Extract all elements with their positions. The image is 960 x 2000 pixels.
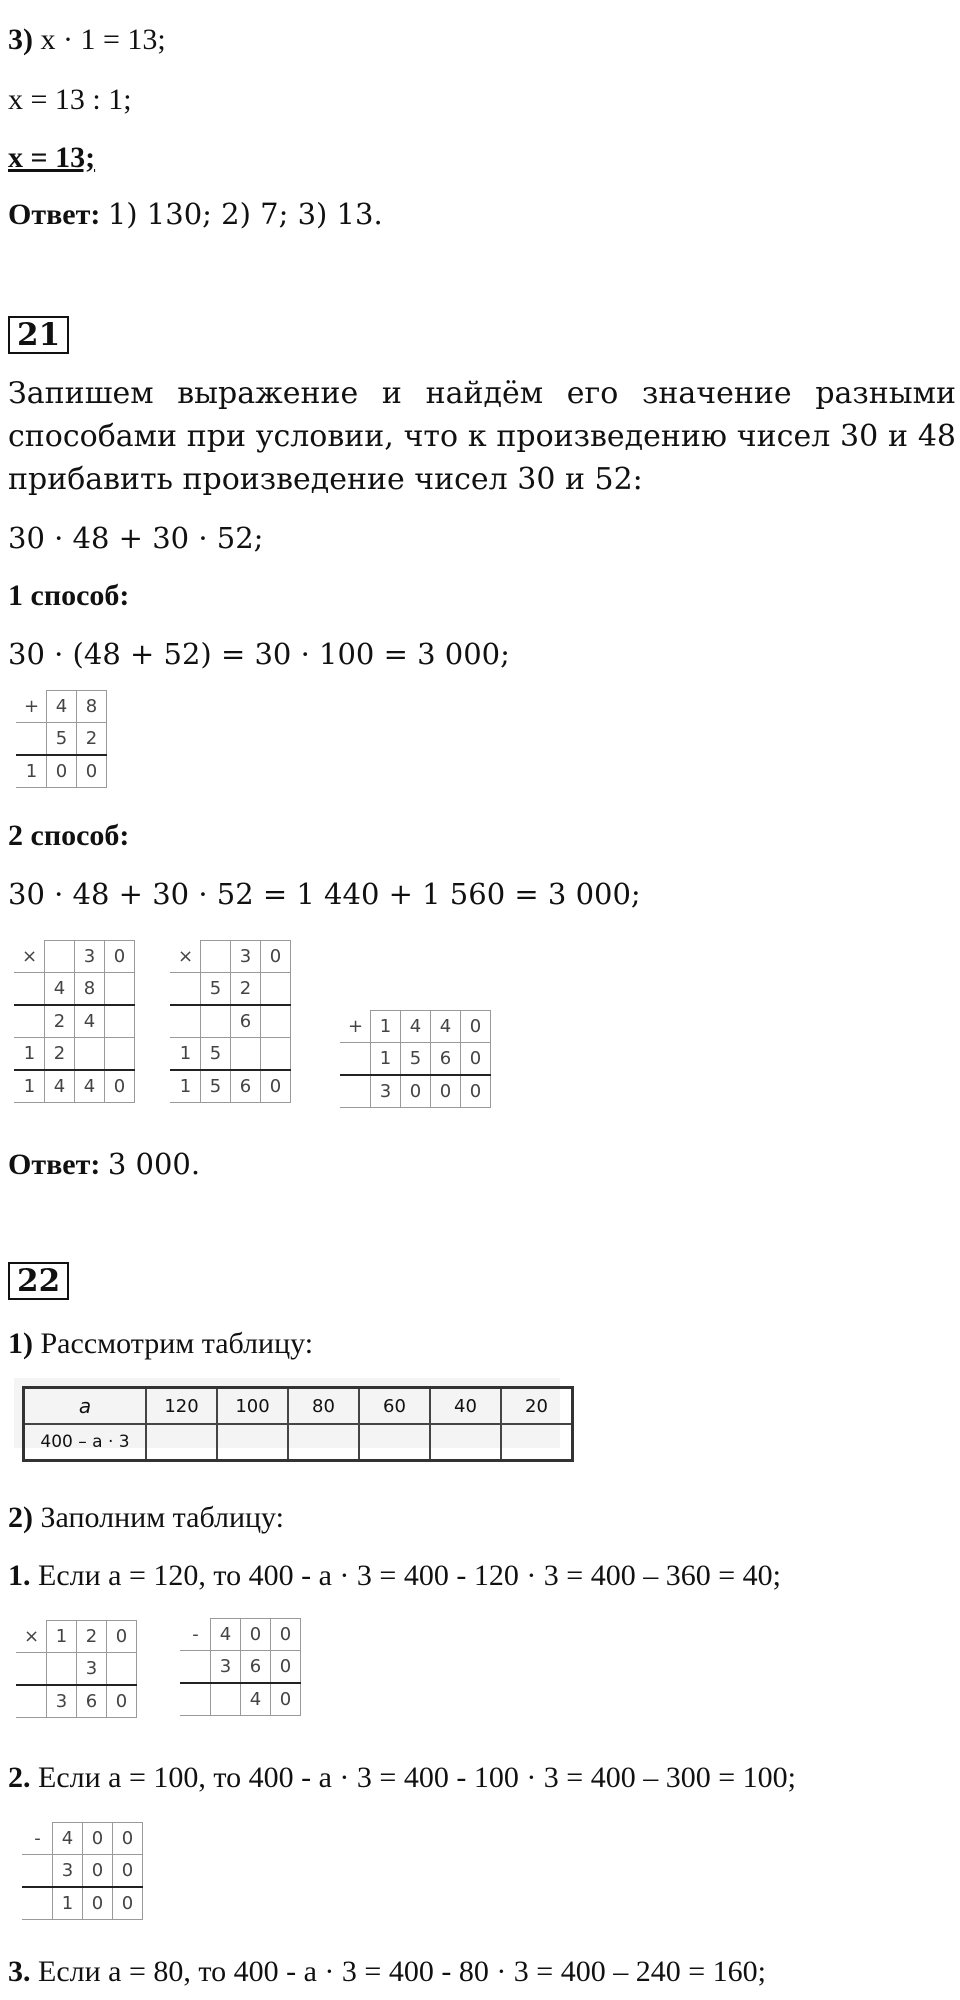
calc-digit: 5 <box>201 1070 231 1103</box>
answer-label: Ответ: <box>8 1148 101 1181</box>
calc-row <box>181 1619 301 1651</box>
calc-digit: 0 <box>113 1887 143 1920</box>
table-empty-cell <box>430 1424 501 1461</box>
calc-digit <box>201 1005 231 1038</box>
prev-part3-line <box>8 22 166 58</box>
table-row-label: 400 – a · 3 <box>24 1424 147 1461</box>
calc-digit: 4 <box>45 1070 75 1103</box>
calc-digit: 6 <box>77 1685 107 1718</box>
calc-digit: 2 <box>77 723 107 756</box>
calc-row <box>171 1005 291 1038</box>
calc-digit: 3 <box>77 1653 107 1686</box>
calc-operator: × <box>171 941 201 973</box>
calc-digit: 4 <box>75 1070 105 1103</box>
calc-digit <box>261 973 291 1006</box>
column-multiplication-120-3 <box>16 1620 137 1718</box>
calc-digit: 1 <box>371 1011 401 1043</box>
calc-digit: 2 <box>45 1005 75 1038</box>
task21-answer-line <box>8 1146 200 1183</box>
table-value-cell: 100 <box>217 1388 288 1425</box>
method2-label <box>8 818 129 854</box>
calc-operator: × <box>17 1621 47 1653</box>
step1-label: 1) <box>8 1327 33 1360</box>
calc-digit: 2 <box>231 973 261 1006</box>
calc-operator: + <box>17 691 47 723</box>
calc-row <box>17 1621 137 1653</box>
calc-row <box>171 1070 291 1103</box>
equation-line: x = 13 : 1; <box>8 83 132 116</box>
calc-digit: 4 <box>211 1619 241 1651</box>
calc-row <box>15 1070 135 1103</box>
part-label: 3) <box>8 23 33 56</box>
calc-row <box>17 723 107 756</box>
calc-operator: - <box>23 1823 53 1855</box>
calc-digit <box>45 941 75 973</box>
calc-row <box>17 691 107 723</box>
calc-digit <box>171 973 201 1006</box>
calc-digit: 0 <box>105 941 135 973</box>
calc-digit <box>181 1683 211 1716</box>
calc-digit: 1 <box>171 1070 201 1103</box>
calc-digit: 1 <box>53 1887 83 1920</box>
calc-digit: 0 <box>47 755 77 788</box>
item1-label: 1. <box>8 1559 31 1592</box>
method1-label-text: 1 способ: <box>8 579 130 612</box>
calc-digit: 5 <box>201 973 231 1006</box>
step2-line <box>8 1500 284 1536</box>
calc-digit <box>105 973 135 1006</box>
item3-line <box>8 1954 766 1990</box>
table-empty-cell <box>146 1424 217 1461</box>
calc-digit: 2 <box>77 1621 107 1653</box>
task-number-22: 22 <box>8 1262 69 1300</box>
calc-row <box>17 755 107 788</box>
item3-text: Если a = 80, то 400 - a · 3 = 400 - 80 · 3 = 400 – 240 = 160; <box>38 1955 766 1988</box>
calc-digit: 3 <box>47 1685 77 1718</box>
calc-digit: 6 <box>241 1651 271 1684</box>
column-subtraction-400-300 <box>22 1822 143 1920</box>
calc-digit: 1 <box>171 1038 201 1071</box>
calc-digit: 1 <box>17 755 47 788</box>
calc-digit: 4 <box>431 1011 461 1043</box>
calc-digit <box>75 1038 105 1071</box>
calc-digit: 0 <box>271 1683 301 1716</box>
calc-row <box>17 1685 137 1718</box>
calc-digit: 1 <box>15 1038 45 1071</box>
calc-row <box>171 1038 291 1071</box>
calc-digit <box>107 1653 137 1686</box>
method1-expression: 30 · (48 + 52) = 30 · 100 = 3 000; <box>8 637 510 671</box>
calc-row <box>15 941 135 973</box>
method2-label-text: 2 способ: <box>8 819 130 852</box>
calc-digit: 4 <box>47 691 77 723</box>
calc-digit: 0 <box>461 1075 491 1108</box>
equation-result: x = 13; <box>8 141 96 174</box>
prev-answer-line <box>8 196 383 233</box>
task21-intro: Запишем выражение и найдём его значение разными способами при условии, что к произведению чисел 30 и 48 прибавить произведение чисел 30 и 52: <box>8 376 956 497</box>
calc-digit: 3 <box>211 1651 241 1684</box>
item2-line <box>8 1760 796 1796</box>
calc-digit <box>15 1005 45 1038</box>
calc-digit: 5 <box>47 723 77 756</box>
calc-row <box>15 973 135 1006</box>
calc-digit: 0 <box>83 1855 113 1888</box>
step1-line <box>8 1326 313 1362</box>
calc-digit <box>17 1653 47 1686</box>
method2-expression <box>8 876 641 913</box>
calc-digit: 0 <box>261 1070 291 1103</box>
equation: x · 1 = 13; <box>40 23 166 56</box>
item2-text: Если a = 100, то 400 - a · 3 = 400 - 100 · 3 = 400 – 300 = 100; <box>38 1761 796 1794</box>
calc-digit <box>105 1005 135 1038</box>
table-header-row <box>24 1388 573 1425</box>
calc-row <box>341 1075 491 1108</box>
table-empty-cell <box>501 1424 573 1461</box>
table-empty-cell <box>359 1424 430 1461</box>
calc-digit <box>261 1038 291 1071</box>
table-value-cell: 40 <box>430 1388 501 1425</box>
calc-digit: 0 <box>113 1823 143 1855</box>
calc-digit <box>231 1038 261 1071</box>
calc-row <box>17 1653 137 1686</box>
calc-digit: 0 <box>77 755 107 788</box>
calc-row <box>341 1011 491 1043</box>
calc-digit <box>201 941 231 973</box>
step2-label: 2) <box>8 1501 33 1534</box>
calc-digit: 0 <box>83 1823 113 1855</box>
calc-digit <box>17 1685 47 1718</box>
calc-digit: 0 <box>461 1011 491 1043</box>
calc-operator: + <box>341 1011 371 1043</box>
calc-digit: 3 <box>231 941 261 973</box>
calc-row <box>15 1038 135 1071</box>
calc-digit: 0 <box>401 1075 431 1108</box>
calc-digit: 3 <box>371 1075 401 1108</box>
table-value-cell: 20 <box>501 1388 573 1425</box>
calc-digit: 0 <box>241 1619 271 1651</box>
calc-digit <box>23 1855 53 1888</box>
calc-digit: 0 <box>271 1651 301 1684</box>
column-subtraction-400-360 <box>180 1618 301 1716</box>
task21-expression: 30 · 48 + 30 · 52; <box>8 521 264 555</box>
column-multiplication-30-48 <box>14 940 135 1103</box>
calc-digit: 1 <box>15 1070 45 1103</box>
calc-row <box>181 1651 301 1684</box>
calc-digit: 5 <box>201 1038 231 1071</box>
calc-row <box>23 1887 143 1920</box>
task-number-21: 21 <box>8 316 69 354</box>
values-table <box>22 1386 574 1462</box>
calc-digit <box>105 1038 135 1071</box>
answer-label: Ответ: <box>8 198 101 231</box>
column-addition-48-52 <box>16 690 107 788</box>
calc-row <box>171 941 291 973</box>
calc-digit: 4 <box>75 1005 105 1038</box>
calc-digit: 0 <box>105 1070 135 1103</box>
calc-digit <box>181 1651 211 1684</box>
answer-text: 3 000. <box>107 1147 201 1181</box>
item1-text: Если a = 120, то 400 - a · 3 = 400 - 120 · 3 = 400 – 360 = 40; <box>38 1559 781 1592</box>
calc-digit: 6 <box>231 1070 261 1103</box>
calc-row <box>23 1823 143 1855</box>
calc-digit: 0 <box>107 1685 137 1718</box>
calc-row <box>181 1683 301 1716</box>
table-empty-cell <box>217 1424 288 1461</box>
calc-digit: 4 <box>45 973 75 1006</box>
calc-digit: 0 <box>461 1043 491 1076</box>
calc-digit: 0 <box>261 941 291 973</box>
calc-digit <box>171 1005 201 1038</box>
calc-digit: 1 <box>47 1621 77 1653</box>
calc-digit: 5 <box>401 1043 431 1076</box>
step2-text: Заполним таблицу: <box>40 1501 285 1534</box>
calc-digit: 0 <box>107 1621 137 1653</box>
calc-digit: 4 <box>401 1011 431 1043</box>
item3-label: 3. <box>8 1955 31 1988</box>
calc-digit: 8 <box>75 973 105 1006</box>
calc-row <box>171 973 291 1006</box>
method1-label <box>8 578 129 614</box>
calc-row <box>341 1043 491 1076</box>
calc-digit: 0 <box>83 1887 113 1920</box>
calc-digit: 6 <box>231 1005 261 1038</box>
calc-digit: 4 <box>241 1683 271 1716</box>
table-value-cell: 80 <box>288 1388 359 1425</box>
calc-digit <box>17 723 47 756</box>
answer-text: 1) 130; 2) 7; 3) 13. <box>107 197 383 231</box>
calc-digit <box>341 1075 371 1108</box>
calc-digit: 1 <box>371 1043 401 1076</box>
table-header-cell: a <box>24 1388 147 1425</box>
table-value-cell: 60 <box>359 1388 430 1425</box>
calc-digit: 6 <box>431 1043 461 1076</box>
calc-digit: 0 <box>113 1855 143 1888</box>
calc-digit: 8 <box>77 691 107 723</box>
calc-digit <box>23 1887 53 1920</box>
column-multiplication-30-52 <box>170 940 291 1103</box>
calc-digit: 0 <box>431 1075 461 1108</box>
calc-digit: 2 <box>45 1038 75 1071</box>
table-formula-row <box>24 1424 573 1461</box>
item2-label: 2. <box>8 1761 31 1794</box>
calc-operator: - <box>181 1619 211 1651</box>
calc-operator: × <box>15 941 45 973</box>
calc-digit <box>15 973 45 1006</box>
table-value-cell: 120 <box>146 1388 217 1425</box>
calc-digit <box>211 1683 241 1716</box>
table-empty-cell <box>288 1424 359 1461</box>
calc-row <box>23 1855 143 1888</box>
item1-line <box>8 1558 781 1594</box>
calc-digit: 0 <box>271 1619 301 1651</box>
calc-row <box>15 1005 135 1038</box>
calc-digit: 3 <box>75 941 105 973</box>
calc-digit: 3 <box>53 1855 83 1888</box>
calc-digit: 4 <box>53 1823 83 1855</box>
step1-text: Рассмотрим таблицу: <box>40 1327 314 1360</box>
method2-expression-text: 30 · 48 + 30 · 52 = 1 440 + 1 560 = 3 000; <box>8 877 641 911</box>
calc-digit <box>47 1653 77 1686</box>
column-addition-1440-1560 <box>340 1010 491 1108</box>
calc-digit <box>341 1043 371 1076</box>
calc-digit <box>261 1005 291 1038</box>
